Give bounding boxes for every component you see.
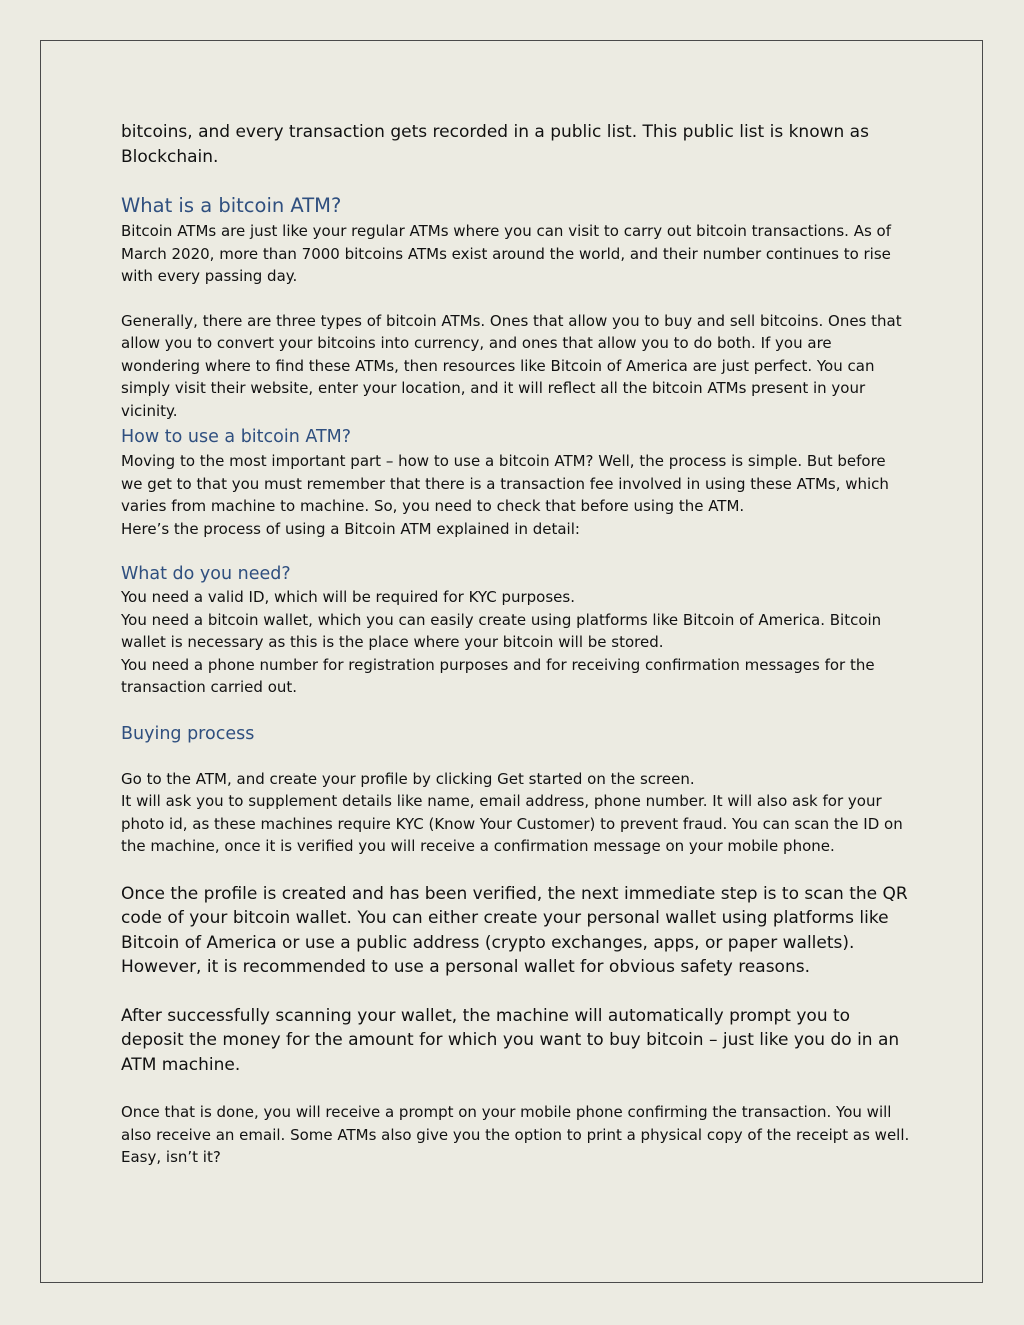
paragraph-buy-step-1: Go to the ATM, and create your profile by clicking Get started on the screen. (121, 769, 695, 788)
intro-paragraph: bitcoins, and every transaction gets recorded in a public list. This public list is known as Blockchain. (121, 122, 869, 167)
need-item-wallet: You need a bitcoin wallet, which you can easily create using platforms like Bitcoin of America. Bitcoin wallet is necessary as this is the place where your bitcoin will be stored. (121, 610, 882, 651)
paragraph-process-intro: Here’s the process of using a Bitcoin ATM explained in detail: (121, 519, 580, 538)
heading-what-do-you-need: What do you need? (121, 564, 291, 584)
paragraph-atm-definition: Bitcoin ATMs are just like your regular ATMs where you can visit to carry out bitcoin transactions. As of March 2020, more than 7000 bitcoins ATMs exist around the world, and their number continues to rise with every passing day. (121, 222, 892, 285)
paragraph-atm-types: Generally, there are three types of bitcoin ATMs. Ones that allow you to buy and sell bitcoins. Ones that allow you to convert your bitcoins into currency, and ones that allow you to do both. If you are wondering where to find these ATMs, then resources like Bitcoin of America are just perfect. You can simply visit their website, enter your location, and it will reflect all the bitcoin ATMs present in your vicinity. (121, 311, 902, 420)
heading-what-is-atm: What is a bitcoin ATM? (121, 194, 342, 217)
paragraph-buy-step-2: It will ask you to supplement details like name, email address, phone number. It will also ask for your photo id, as these machines require KYC (Know Your Customer) to prevent fraud. You can scan the ID on the machine, once it is verified you will receive a confirmation message on your mobile phone. (121, 792, 903, 855)
paragraph-buy-step-3: Once the profile is created and has been verified, the next immediate step is to scan the QR code of your bitcoin wallet. You can either create your personal wallet using platforms like Bitcoin of America or use a public address (crypto exchanges, apps, or paper wallets). However, it is recommended to use a personal wallet for obvious safety reasons. (121, 883, 908, 977)
need-item-phone: You need a phone number for registration purposes and for receiving confirmation messages for the transaction carried out. (121, 655, 875, 696)
paragraph-buy-step-4: After successfully scanning your wallet, the machine will automatically prompt you to deposit the money for the amount for which you want to buy bitcoin – just like you do in an ATM machine. (121, 1005, 900, 1075)
heading-how-to-use: How to use a bitcoin ATM? (121, 427, 352, 447)
document-body (121, 120, 911, 1169)
heading-buying-process: Buying process (121, 723, 255, 744)
paragraph-buy-step-5: Once that is done, you will receive a prompt on your mobile phone confirming the transaction. You will also receive an email. Some ATMs also give you the option to print a physical copy of the receipt as well. Easy, isn’t it? (121, 1103, 910, 1166)
need-item-id: You need a valid ID, which will be required for KYC purposes. (121, 588, 575, 606)
paragraph-how-to-use: Moving to the most important part – how to use a bitcoin ATM? Well, the process is simple. But before we get to that you must remember that there is a transaction fee involved in using these ATMs, which varies from machine to machine. So, you need to check that before using the ATM. (121, 452, 889, 515)
